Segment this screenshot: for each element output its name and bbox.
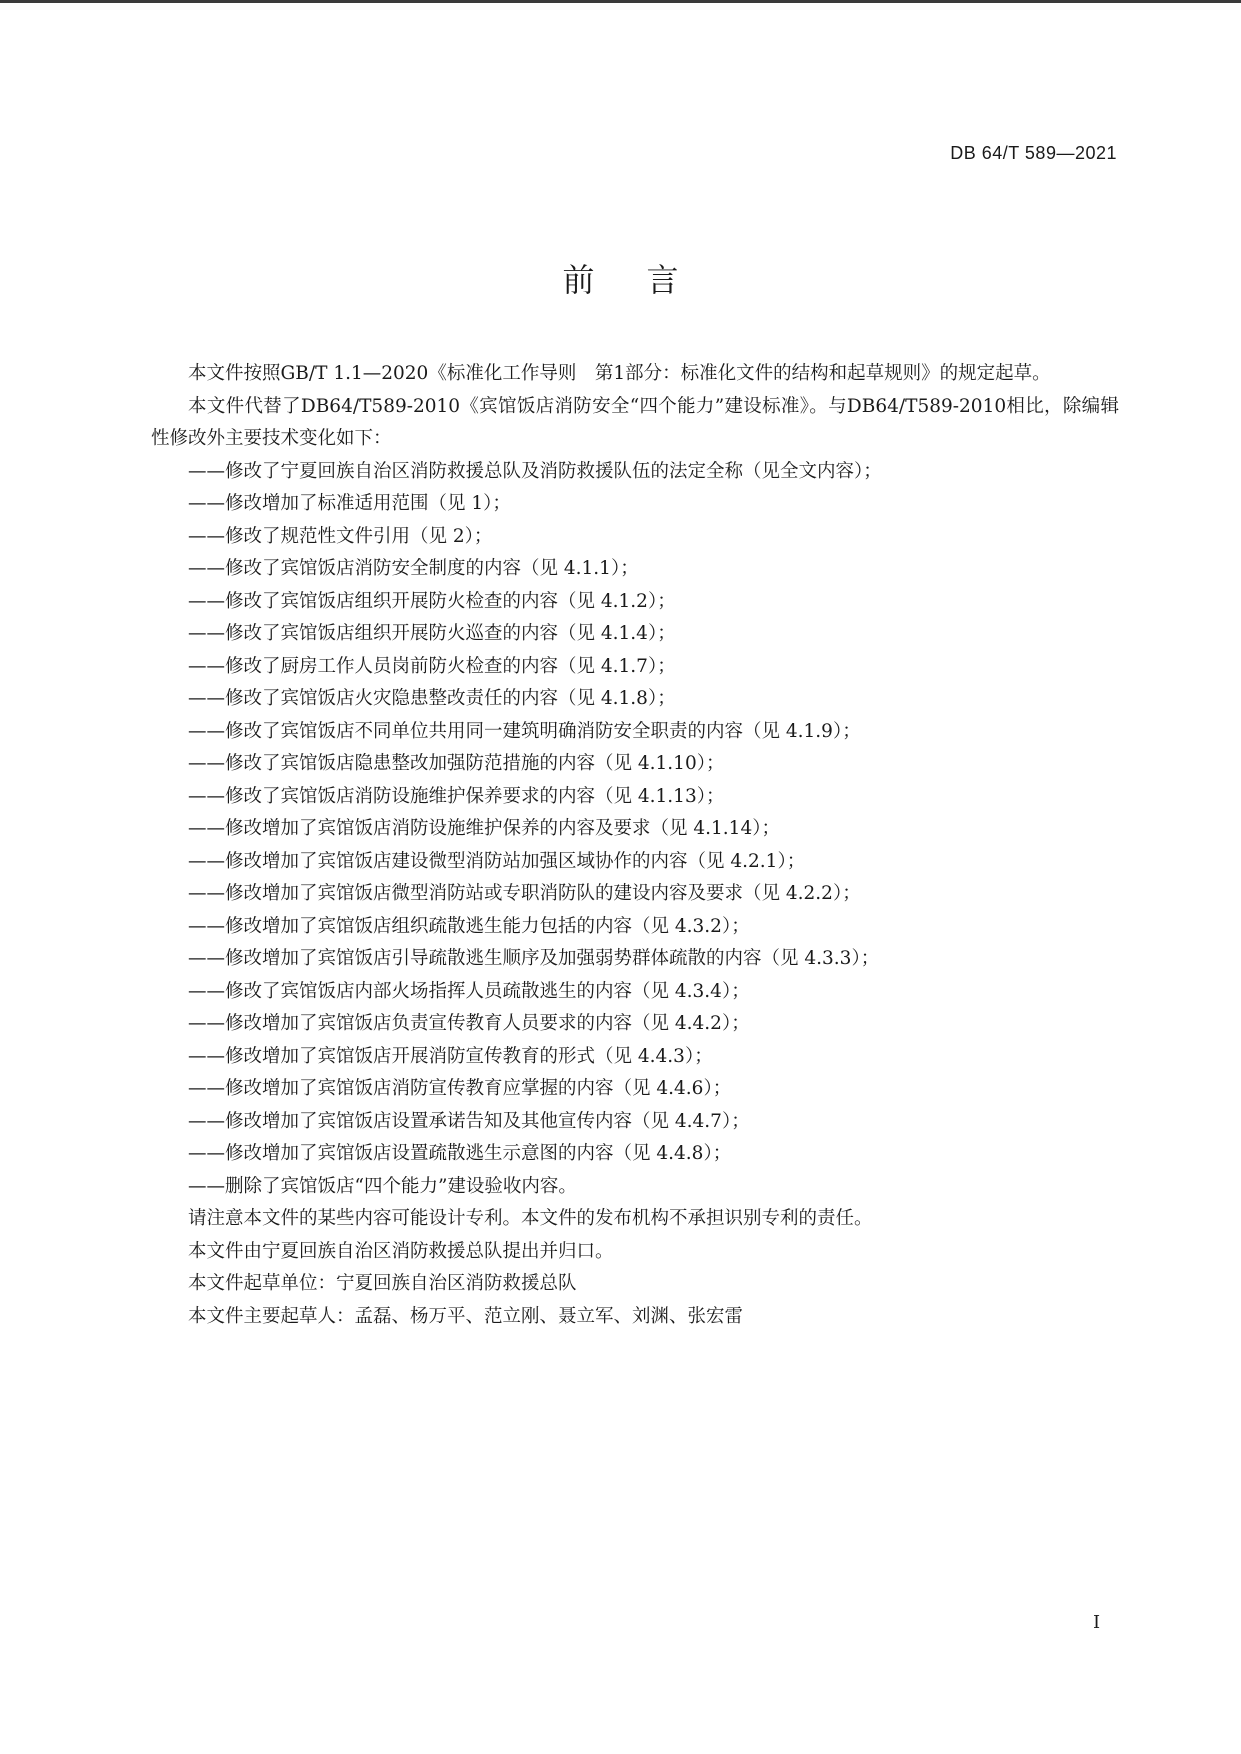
change-item: ——修改增加了宾馆饭店组织疏散逃生能力包括的内容（见 4.3.2）；: [188, 915, 750, 937]
change-item: ——删除了宾馆饭店“四个能力”建设验收内容。: [188, 1175, 577, 1197]
change-item: ——修改增加了宾馆饭店微型消防站或专职消防队的建设内容及要求（见 4.2.2）；: [188, 883, 861, 904]
change-item: ——修改增加了宾馆饭店引导疏散逃生顺序及加强弱势群体疏散的内容（见 4.3.3）；: [188, 948, 880, 969]
proposer-statement: 本文件由宁夏回族自治区消防救援总队提出并归口。: [188, 1240, 614, 1262]
change-item: ——修改增加了宾馆饭店消防设施维护保养的内容及要求（见 4.1.14）；: [188, 818, 780, 839]
change-item: ——修改增加了宾馆饭店开展消防宣传教育的形式（见 4.4.3）；: [188, 1045, 713, 1067]
change-item: ——修改了宾馆饭店内部火场指挥人员疏散逃生的内容（见 4.3.4）；: [188, 980, 750, 1002]
drafting-unit: 本文件起草单位：宁夏回族自治区消防救援总队: [188, 1273, 577, 1294]
change-item: ——修改了宾馆饭店组织开展防火巡查的内容（见 4.1.4）；: [188, 623, 676, 644]
change-item: ——修改了厨房工作人员岗前防火检查的内容（见 4.1.7）；: [188, 655, 676, 677]
technical-changes-list: [151, 456, 1119, 1204]
change-item: ——修改增加了宾馆饭店负责宣传教育人员要求的内容（见 4.4.2）；: [188, 1013, 750, 1034]
change-item: ——修改了宾馆饭店不同单位共用同一建筑明确消防安全职责的内容（见 4.1.9）；: [188, 720, 861, 742]
patent-note: 请注意本文件的某些内容可能设计专利。本文件的发布机构不承担识别专利的责任。: [188, 1208, 873, 1229]
change-item: ——修改了宾馆饭店隐患整改加强防范措施的内容（见 4.1.10）；: [188, 753, 725, 774]
page-number: I: [1093, 1612, 1101, 1633]
main-drafters: 本文件主要起草人：孟磊、杨万平、范立刚、聂立军、刘渊、张宏雷: [188, 1305, 744, 1327]
change-item: ——修改增加了宾馆饭店建设微型消防站加强区域协作的内容（见 4.2.1）；: [188, 850, 806, 872]
change-item: ——修改增加了宾馆饭店消防宣传教育应掌握的内容（见 4.4.6）；: [188, 1078, 732, 1099]
change-item: ——修改增加了宾馆饭店设置承诺告知及其他宣传内容（见 4.4.7）；: [188, 1110, 750, 1132]
preface-body: [151, 358, 1119, 1333]
change-item: ——修改了宾馆饭店组织开展防火检查的内容（见 4.1.2）；: [188, 590, 676, 612]
change-item: ——修改增加了宾馆饭店设置疏散逃生示意图的内容（见 4.4.8）；: [188, 1143, 732, 1164]
change-item: ——修改了宾馆饭店火灾隐患整改责任的内容（见 4.1.8）；: [188, 688, 676, 709]
paragraph-drafting-basis: 本文件按照GB/T 1.1—2020《标准化工作导则 第1部分：标准化文件的结构和起草规则》的规定起草。: [188, 363, 1051, 384]
document-code: DB 64/T 589—2021: [950, 143, 1117, 163]
top-border-line: [0, 0, 1241, 3]
change-item: ——修改增加了标准适用范围（见 1）；: [188, 493, 511, 514]
change-item: ——修改了宾馆饭店消防设施维护保养要求的内容（见 4.1.13）；: [188, 785, 725, 807]
change-item: ——修改了规范性文件引用（见 2）；: [188, 525, 493, 547]
page-title: 前言: [562, 261, 731, 299]
change-item: ——修改了宁夏回族自治区消防救援总队及消防救援队伍的法定全称（见全文内容）；: [188, 460, 882, 482]
paragraph-replacement-note: 本文件代替了DB64/T589-2010《宾馆饭店消防安全“四个能力”建设标准》。与DB64/T589-2010相比，除编辑性修改外主要技术变化如下：: [151, 395, 1119, 449]
change-item: ——修改了宾馆饭店消防安全制度的内容（见 4.1.1）；: [188, 558, 639, 579]
